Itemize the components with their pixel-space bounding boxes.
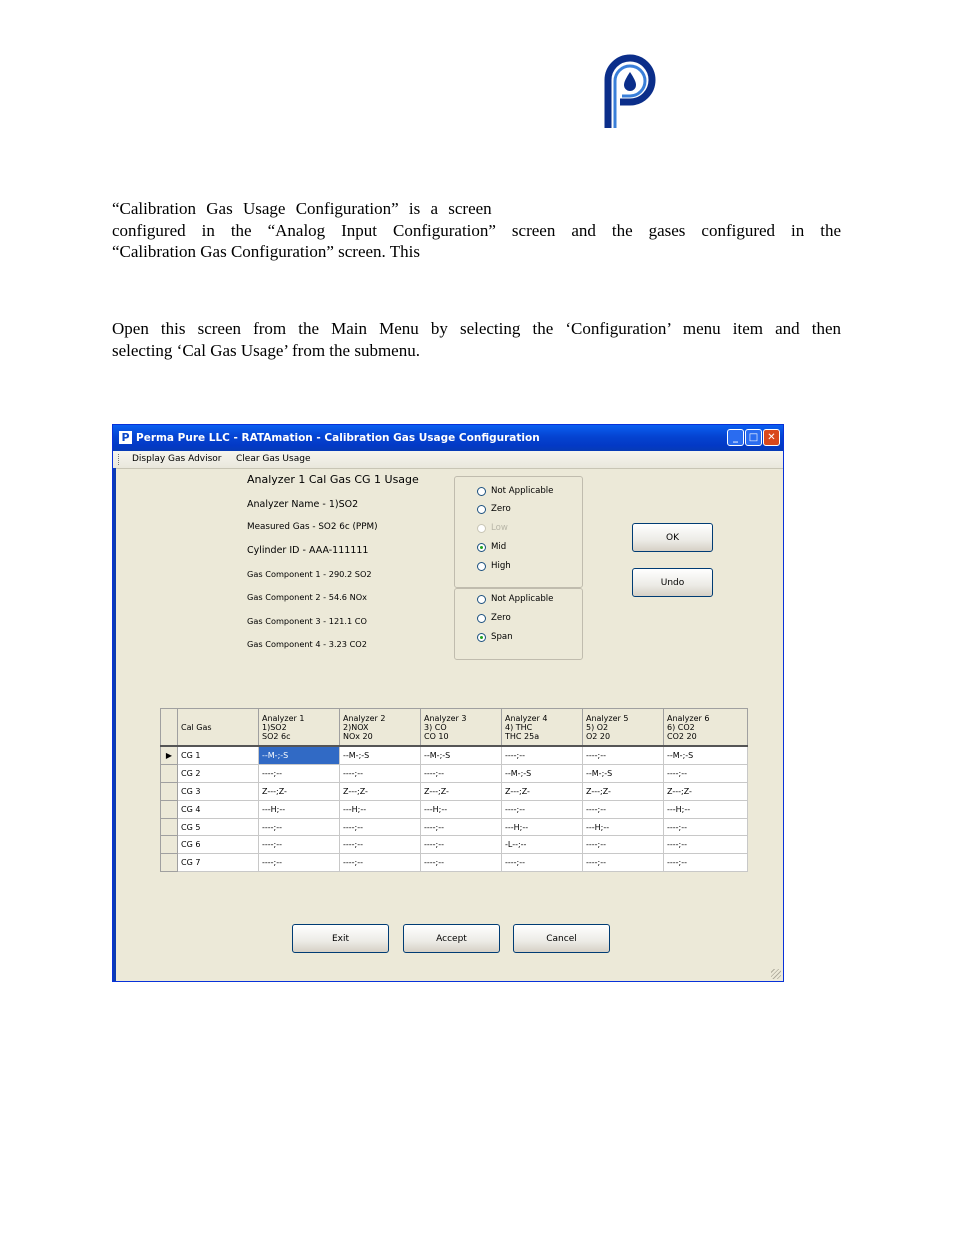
cal-gas-usage-window bbox=[112, 424, 784, 982]
row-name[interactable]: CG 3 bbox=[178, 782, 259, 800]
table-cell[interactable]: ----;-- bbox=[259, 818, 340, 836]
table-cell[interactable]: ---H;-- bbox=[664, 800, 748, 818]
table-cell[interactable]: --M-;-S bbox=[421, 746, 502, 764]
radio-circle-icon bbox=[477, 614, 486, 623]
table-cell[interactable]: ----;-- bbox=[340, 818, 421, 836]
header-analyzer-3[interactable]: Analyzer 3 3) CO CO 10 bbox=[421, 709, 502, 747]
radio-circle-icon bbox=[477, 562, 486, 571]
menu-grip-icon[interactable] bbox=[118, 454, 121, 465]
table-cell[interactable]: -L--;-- bbox=[502, 836, 583, 854]
row-name[interactable]: CG 1 bbox=[178, 746, 259, 764]
table-cell[interactable]: Z---;Z- bbox=[421, 782, 502, 800]
header-analyzer-4[interactable]: Analyzer 4 4) THC THC 25a bbox=[502, 709, 583, 747]
analyzer-name: Analyzer Name - 1)SO2 bbox=[247, 499, 359, 510]
table-cell[interactable]: ----;-- bbox=[259, 836, 340, 854]
table-cell[interactable]: ----;-- bbox=[664, 836, 748, 854]
check-zero-radio[interactable]: Zero bbox=[477, 613, 511, 623]
header-cal-gas[interactable]: Cal Gas bbox=[178, 709, 259, 747]
table-cell[interactable]: Z---;Z- bbox=[340, 782, 421, 800]
table-cell[interactable]: ----;-- bbox=[583, 836, 664, 854]
usage-heading: Analyzer 1 Cal Gas CG 1 Usage bbox=[247, 473, 419, 486]
row-header[interactable] bbox=[161, 764, 178, 782]
table-cell[interactable]: ----;-- bbox=[421, 764, 502, 782]
row-header[interactable] bbox=[161, 782, 178, 800]
table-cell[interactable]: ----;-- bbox=[259, 854, 340, 872]
intro-line-2: configured in the “Analog Input Configuration” screen and the gases configured in the bbox=[112, 220, 841, 240]
gas-component-4: Gas Component 4 - 3.23 CO2 bbox=[247, 639, 367, 649]
table-row[interactable] bbox=[161, 782, 748, 800]
table-row[interactable] bbox=[161, 746, 748, 764]
perma-pure-p-logo-icon bbox=[598, 54, 658, 130]
radio-circle-icon bbox=[477, 487, 486, 496]
row-header-corner bbox=[161, 709, 178, 747]
current-row-arrow-icon[interactable]: ▶ bbox=[161, 746, 178, 764]
table-cell[interactable]: ----;-- bbox=[583, 854, 664, 872]
table-cell[interactable]: --M-;-S bbox=[502, 764, 583, 782]
table-cell[interactable]: ---H;-- bbox=[340, 800, 421, 818]
check-span-radio[interactable]: Span bbox=[477, 632, 513, 642]
menu-display-gas-advisor[interactable]: Display Gas Advisor bbox=[132, 454, 222, 464]
table-row[interactable] bbox=[161, 800, 748, 818]
table-cell[interactable]: ----;-- bbox=[340, 764, 421, 782]
radio-circle-icon bbox=[477, 595, 486, 604]
table-cell[interactable]: ----;-- bbox=[421, 854, 502, 872]
window-title: Perma Pure LLC - RATAmation - Calibration Gas Usage Configuration bbox=[136, 432, 540, 444]
level-zero-radio[interactable]: Zero bbox=[477, 504, 511, 514]
row-name[interactable]: CG 6 bbox=[178, 836, 259, 854]
cylinder-id: Cylinder ID - AAA-111111 bbox=[247, 545, 369, 556]
table-row[interactable] bbox=[161, 854, 748, 872]
resize-grip-icon[interactable] bbox=[771, 969, 781, 979]
header-analyzer-1[interactable]: Analyzer 1 1)SO2 SO2 6c bbox=[259, 709, 340, 747]
table-cell[interactable]: ----;-- bbox=[340, 854, 421, 872]
close-button[interactable]: ✕ bbox=[763, 429, 780, 446]
ok-button[interactable]: OK bbox=[632, 523, 713, 552]
title-bar[interactable] bbox=[113, 425, 783, 451]
table-cell[interactable]: --M-;-S bbox=[583, 764, 664, 782]
level-not-applicable-radio[interactable]: Not Applicable bbox=[477, 486, 553, 496]
row-name[interactable]: CG 7 bbox=[178, 854, 259, 872]
instructions-line-2: selecting ‘Cal Gas Usage’ from the submenu. bbox=[112, 340, 420, 360]
cancel-button[interactable]: Cancel bbox=[513, 924, 610, 953]
undo-button[interactable]: Undo bbox=[632, 568, 713, 597]
table-cell[interactable]: ----;-- bbox=[340, 836, 421, 854]
table-row[interactable] bbox=[161, 836, 748, 854]
table-cell[interactable]: --M-;-S bbox=[664, 746, 748, 764]
level-high-radio[interactable]: High bbox=[477, 561, 511, 571]
row-name[interactable]: CG 5 bbox=[178, 818, 259, 836]
level-mid-radio[interactable]: Mid bbox=[477, 542, 506, 552]
table-cell[interactable]: --M-;-S bbox=[259, 746, 340, 764]
intro-line-3: “Calibration Gas Configuration” screen. This bbox=[112, 242, 420, 261]
table-cell[interactable]: ----;-- bbox=[502, 854, 583, 872]
grid-header-row bbox=[161, 709, 748, 747]
table-cell[interactable]: Z---;Z- bbox=[259, 782, 340, 800]
intro-line-1: “Calibration Gas Usage Configuration” is a screen bbox=[112, 199, 492, 218]
row-name[interactable]: CG 4 bbox=[178, 800, 259, 818]
table-cell[interactable]: ----;-- bbox=[259, 764, 340, 782]
level-low-radio: Low bbox=[477, 523, 508, 533]
radio-circle-icon bbox=[477, 524, 486, 533]
radio-circle-icon bbox=[477, 505, 486, 514]
row-header[interactable] bbox=[161, 800, 178, 818]
gas-component-3: Gas Component 3 - 121.1 CO bbox=[247, 616, 367, 626]
menu-clear-gas-usage[interactable]: Clear Gas Usage bbox=[236, 454, 311, 464]
accept-button[interactable]: Accept bbox=[403, 924, 500, 953]
table-cell[interactable]: Z---;Z- bbox=[502, 782, 583, 800]
header-analyzer-6[interactable]: Analyzer 6 6) CO2 CO2 20 bbox=[664, 709, 748, 747]
table-cell[interactable]: ----;-- bbox=[421, 818, 502, 836]
table-cell[interactable]: --M-;-S bbox=[340, 746, 421, 764]
table-cell[interactable]: Z---;Z- bbox=[583, 782, 664, 800]
table-cell[interactable]: ----;-- bbox=[502, 800, 583, 818]
row-header[interactable] bbox=[161, 854, 178, 872]
measured-gas: Measured Gas - SO2 6c (PPM) bbox=[247, 522, 378, 532]
table-cell[interactable]: ----;-- bbox=[664, 764, 748, 782]
radio-selected-icon bbox=[477, 543, 486, 552]
row-header[interactable] bbox=[161, 836, 178, 854]
left-border-accent bbox=[113, 468, 116, 981]
table-cell[interactable]: ---H;-- bbox=[421, 800, 502, 818]
row-name[interactable]: CG 2 bbox=[178, 764, 259, 782]
header-analyzer-5[interactable]: Analyzer 5 5) O2 O2 20 bbox=[583, 709, 664, 747]
table-row[interactable] bbox=[161, 818, 748, 836]
intro-paragraph bbox=[112, 198, 841, 263]
radio-selected-icon bbox=[477, 633, 486, 642]
table-cell[interactable]: ---H;-- bbox=[502, 818, 583, 836]
exit-button[interactable]: Exit bbox=[292, 924, 389, 953]
maximize-button[interactable]: □ bbox=[745, 429, 762, 446]
table-cell[interactable]: ----;-- bbox=[421, 836, 502, 854]
table-cell[interactable]: Z---;Z- bbox=[664, 782, 748, 800]
table-cell[interactable]: ----;-- bbox=[583, 800, 664, 818]
instructions-paragraph bbox=[112, 318, 841, 361]
table-row[interactable] bbox=[161, 764, 748, 782]
table-cell[interactable]: ---H;-- bbox=[259, 800, 340, 818]
gas-component-2: Gas Component 2 - 54.6 NOx bbox=[247, 592, 367, 602]
table-cell[interactable]: ----;-- bbox=[502, 746, 583, 764]
table-cell[interactable]: ----;-- bbox=[583, 746, 664, 764]
check-not-applicable-radio[interactable]: Not Applicable bbox=[477, 594, 553, 604]
table-cell[interactable]: ----;-- bbox=[664, 854, 748, 872]
table-cell[interactable]: ---H;-- bbox=[583, 818, 664, 836]
cal-gas-usage-grid bbox=[160, 708, 748, 872]
gas-component-1: Gas Component 1 - 290.2 SO2 bbox=[247, 569, 372, 579]
app-icon: P bbox=[119, 431, 132, 444]
row-header[interactable] bbox=[161, 818, 178, 836]
header-analyzer-2[interactable]: Analyzer 2 2)NOX NOx 20 bbox=[340, 709, 421, 747]
minimize-button[interactable]: _ bbox=[727, 429, 744, 446]
table-cell[interactable]: ----;-- bbox=[664, 818, 748, 836]
menu-bar bbox=[113, 451, 783, 469]
instructions-line-1: Open this screen from the Main Menu by selecting the ‘Configuration’ menu item and then bbox=[112, 319, 841, 338]
